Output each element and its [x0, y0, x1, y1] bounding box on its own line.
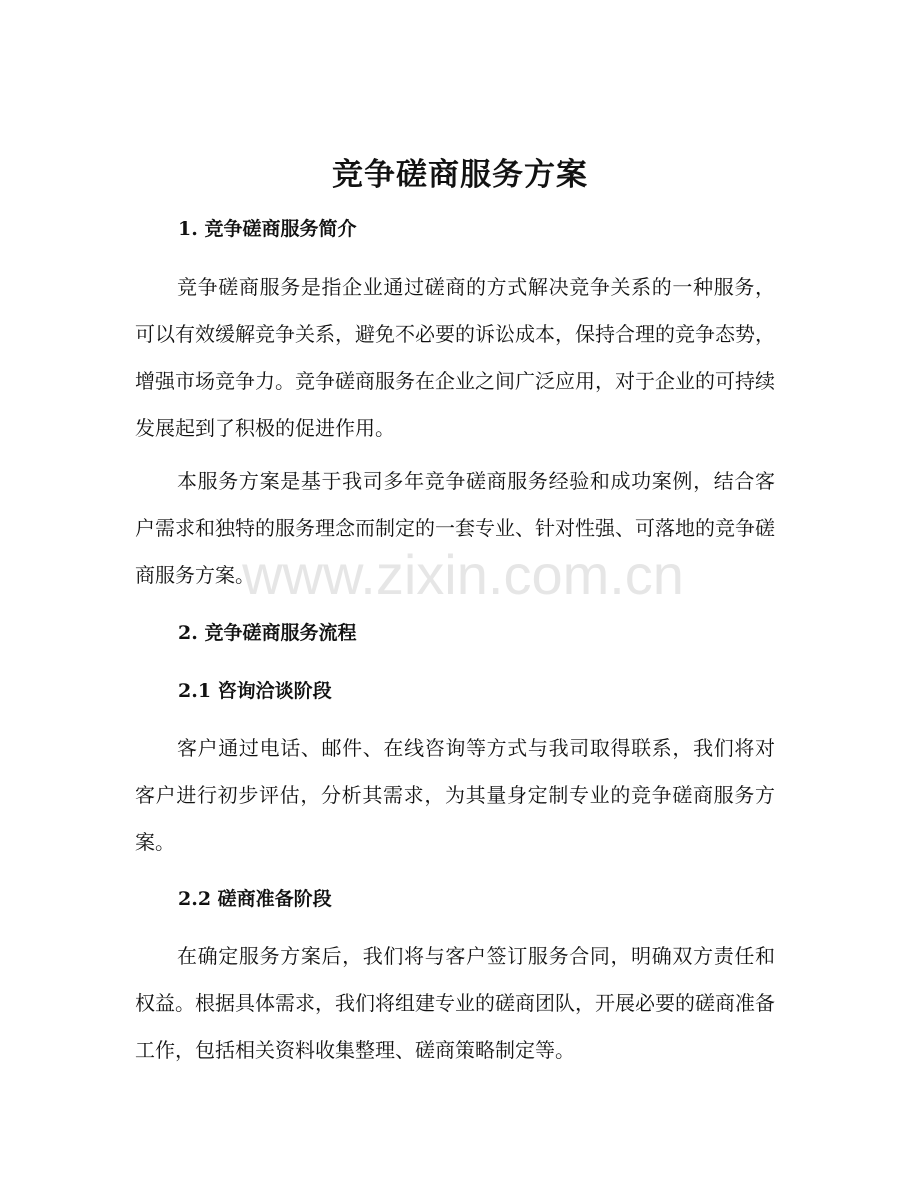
paragraph-2: 本服务方案是基于我司多年竞争磋商服务经验和成功案例，结合客户需求和独特的服务理念而制定的一套专业、针对性强、可落地的竞争磋商服务方案。 [135, 469, 775, 587]
paragraph-3: 客户通过电话、邮件、在线咨询等方式与我司取得联系，我们将对客户进行初步评估，分析其需求，为其量身定制专业的竞争磋商服务方案。 [135, 736, 775, 854]
section-heading-1: 1. 竞争磋商服务简介 [178, 218, 357, 240]
watermark: www.zixin.com.cn [242, 543, 684, 606]
paragraph-1: 竞争磋商服务是指企业通过磋商的方式解决竞争关系的一种服务，可以有效缓解竞争关系，避免不必要的诉讼成本，保持合理的竞争态势，增强市场竞争力。竞争磋商服务在企业之间广泛应用，对于企业的可持续发展起到了积极的促进作用。 [135, 275, 775, 440]
paragraph-4: 在确定服务方案后，我们将与客户签订服务合同，明确双方责任和权益。根据具体需求，我们将组建专业的磋商团队，开展必要的磋商准备工作，包括相关资料收集整理、磋商策略制定等。 [135, 944, 775, 1062]
section-heading-2: 2. 竞争磋商服务流程 [178, 622, 357, 644]
document-title: 竞争磋商服务方案 [332, 157, 588, 193]
section-heading-2-2: 2.2 磋商准备阶段 [178, 888, 332, 910]
section-heading-2-1: 2.1 咨询洽谈阶段 [178, 680, 332, 702]
